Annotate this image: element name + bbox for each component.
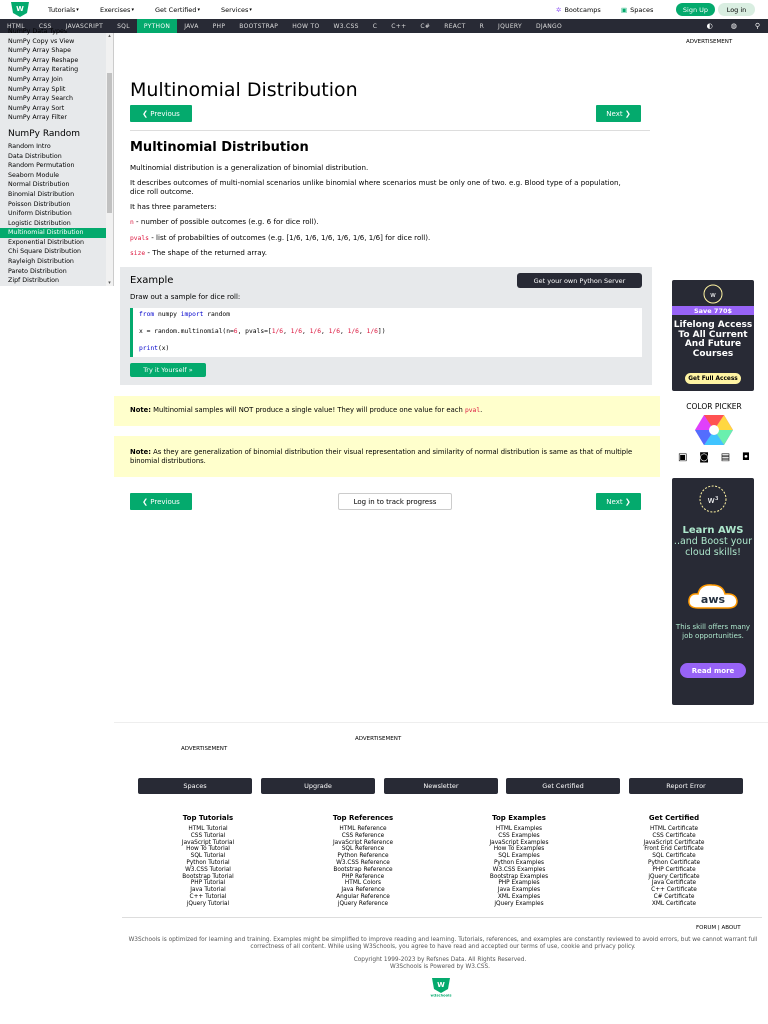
lang-tab-c-[interactable]: C# bbox=[420, 22, 431, 30]
bootcamps-link[interactable] bbox=[556, 0, 601, 19]
copyright-line: Copyright 1999-2023 by Refsnes Data. All Rights Reserved. bbox=[353, 957, 527, 963]
param-size-code: size bbox=[130, 250, 146, 257]
footer-ad-label-2: ADVERTISEMENT bbox=[181, 746, 228, 752]
lang-tab-c-[interactable]: C++ bbox=[391, 22, 407, 30]
footer-link[interactable]: Python Examples bbox=[493, 859, 545, 866]
page-title: Multinomial Distribution bbox=[130, 79, 358, 101]
footer-link[interactable]: C++ Tutorial bbox=[189, 893, 227, 900]
footer-copyright bbox=[250, 957, 630, 971]
code-block bbox=[130, 308, 642, 357]
footer-separator bbox=[122, 917, 762, 918]
note-single-value bbox=[114, 396, 660, 426]
sidebar-item[interactable]: NumPy Array Filter bbox=[8, 114, 67, 122]
note-label: Note: bbox=[130, 447, 151, 456]
sidebar-item[interactable]: Rayleigh Distribution bbox=[8, 258, 74, 266]
lang-tab-java[interactable]: JAVA bbox=[184, 22, 199, 30]
footer-disclaimer: W3Schools is optimized for learning and training. Examples might be simplified to improve reading and learning. Tutorials, references, and examples are constantly reviewed to avoid errors, but we cannot warrant full correctness of all content. While using W3Schools, you agree to have read and accepted our terms of use, cookie and privacy policy. bbox=[128, 937, 758, 950]
main-content bbox=[114, 33, 660, 693]
spaces-icon: ▣ bbox=[621, 5, 628, 14]
sidebar-item[interactable]: NumPy Array Split bbox=[8, 85, 66, 93]
next-button-bottom[interactable]: Next ❯ bbox=[596, 493, 641, 510]
section-title: Multinomial Distribution bbox=[130, 140, 309, 155]
nav-get-certified-label: Get Certified bbox=[155, 5, 197, 14]
langbar-icons bbox=[707, 19, 760, 33]
footer-link[interactable]: Python Tutorial bbox=[186, 859, 230, 866]
example-box bbox=[120, 267, 652, 385]
code-number: 1/6 bbox=[366, 328, 378, 335]
sidebar-random-list bbox=[0, 142, 113, 286]
note-text: As they are generalization of binomial distribution their visual representation and similarity of normal distribution is same as that of multiple binomial distributions. bbox=[130, 447, 633, 465]
powered-by-line: W3Schools is Powered by W3.CSS. bbox=[390, 964, 490, 970]
nav-services[interactable] bbox=[221, 0, 252, 19]
try-it-yourself-button[interactable]: Try it Yourself » bbox=[130, 363, 206, 377]
sidebar-item[interactable]: NumPy Array Shape bbox=[8, 47, 72, 55]
code-keyword: import bbox=[180, 311, 204, 318]
footer-link[interactable]: Bootstrap Reference bbox=[333, 866, 393, 873]
lang-tab-sql[interactable]: SQL bbox=[117, 22, 130, 30]
note-visual bbox=[114, 436, 660, 477]
lang-tab-javascript[interactable]: JAVASCRIPT bbox=[65, 22, 104, 30]
get-python-server-button[interactable]: Get your own Python Server bbox=[517, 273, 642, 288]
code-number: 1/6 bbox=[347, 328, 359, 335]
svg-text:W: W bbox=[16, 5, 24, 13]
sidebar-item[interactable]: NumPy Data Types bbox=[8, 28, 68, 35]
sidebar-item[interactable]: Multinomial Distribution bbox=[0, 228, 106, 238]
sidebar bbox=[0, 28, 114, 286]
color-picker-label: COLOR PICKER bbox=[686, 402, 742, 411]
footer-link[interactable]: HTML Colors bbox=[344, 880, 382, 887]
param-pvals-code: pvals bbox=[130, 235, 149, 242]
dark-mode-icon[interactable]: ◐ bbox=[706, 22, 713, 30]
footer-link[interactable]: HTML Examples bbox=[495, 826, 543, 832]
code-number: 6 bbox=[233, 328, 238, 335]
footer-column-examples bbox=[459, 814, 579, 908]
lang-tab-r[interactable]: R bbox=[479, 22, 485, 30]
next-button[interactable]: Next ❯ bbox=[596, 105, 641, 122]
previous-button[interactable]: ❮ Previous bbox=[130, 105, 192, 122]
footer-get-certified-button[interactable]: Get Certified bbox=[506, 778, 620, 794]
sidebar-item[interactable]: Logistic Distribution bbox=[8, 219, 71, 227]
track-progress-button[interactable]: Log in to track progress bbox=[338, 493, 452, 510]
example-title: Example bbox=[130, 275, 174, 286]
sidebar-item[interactable]: Exponential Distribution bbox=[8, 238, 84, 246]
footer-ad-label: ADVERTISEMENT bbox=[355, 736, 402, 742]
footer-divider bbox=[114, 722, 768, 723]
footer-link[interactable]: HTML Reference bbox=[339, 826, 387, 832]
advertisement-label: ADVERTISEMENT bbox=[686, 39, 733, 45]
footer-column-certified bbox=[614, 814, 734, 908]
login-button[interactable]: Log in bbox=[718, 3, 755, 16]
param-n-text: - number of possible outcomes (e.g. 6 for dice roll). bbox=[133, 217, 319, 226]
aws-cloud-icon bbox=[686, 580, 740, 610]
lang-tab-w3-css[interactable]: W3.CSS bbox=[333, 22, 359, 30]
footer-link[interactable]: SQL Tutorial bbox=[190, 853, 226, 860]
sidebar-item[interactable]: NumPy Array Search bbox=[8, 95, 73, 103]
lang-tab-django[interactable]: DJANGO bbox=[535, 22, 563, 30]
footer-link[interactable]: Java Reference bbox=[341, 887, 385, 894]
sidebar-item[interactable]: Chi Square Distribution bbox=[8, 248, 82, 256]
footer-link[interactable]: HTML Certificate bbox=[649, 826, 699, 832]
footer-column-references bbox=[303, 814, 423, 908]
footer-link[interactable]: XML Examples bbox=[497, 893, 541, 900]
sidebar-item[interactable]: Poisson Distribution bbox=[8, 200, 71, 208]
footer-newsletter-button[interactable]: Newsletter bbox=[384, 778, 498, 794]
color-picker-icon[interactable] bbox=[694, 414, 734, 446]
footer-link[interactable]: PHP Examples bbox=[498, 880, 540, 887]
social-links bbox=[678, 452, 750, 463]
footer-link[interactable]: CSS Reference bbox=[341, 832, 385, 839]
code-text: random bbox=[203, 311, 231, 318]
w3schools-footer-logo[interactable] bbox=[428, 977, 454, 997]
code-keyword: from bbox=[139, 311, 155, 318]
footer-link[interactable]: JavaScript Tutorial bbox=[181, 839, 235, 846]
footer-link[interactable]: Java Certificate bbox=[651, 880, 697, 887]
footer-link[interactable]: W3.CSS Reference bbox=[336, 859, 390, 866]
ad-body: This skill offers many job opportunities. bbox=[675, 623, 751, 640]
svg-text:W: W bbox=[437, 981, 445, 989]
code-text: ]) bbox=[377, 328, 386, 335]
footer-link[interactable]: SQL Certificate bbox=[652, 853, 696, 860]
lang-tab-jquery[interactable]: JQUERY bbox=[498, 22, 522, 30]
param-size bbox=[130, 248, 630, 258]
svg-text:w: w bbox=[710, 291, 716, 299]
footer-link[interactable]: HTML Tutorial bbox=[188, 826, 228, 832]
footer-report-error-button[interactable]: Report Error bbox=[629, 778, 743, 794]
footer-link[interactable]: SQL Reference bbox=[341, 846, 385, 853]
footer-link[interactable]: CSS Tutorial bbox=[190, 832, 226, 839]
get-full-access-button[interactable]: Get Full Access bbox=[685, 373, 741, 384]
scroll-down-icon[interactable]: ▾ bbox=[108, 280, 111, 286]
bootcamps-icon: ✲ bbox=[556, 5, 562, 14]
spaces-label: Spaces bbox=[630, 5, 654, 14]
caret-down-icon: ▾ bbox=[76, 6, 79, 13]
nav-tutorials[interactable] bbox=[48, 0, 79, 19]
code-keyword: print bbox=[139, 345, 158, 352]
aws-logo-text: aws bbox=[700, 593, 726, 606]
lang-tab-css[interactable]: CSS bbox=[38, 22, 52, 30]
param-n bbox=[130, 217, 630, 227]
footer-upgrade-button[interactable]: Upgrade bbox=[261, 778, 375, 794]
footer-link[interactable]: JavaScript Examples bbox=[489, 839, 549, 846]
note-end: . bbox=[480, 406, 483, 415]
note-text: Multinomial samples will NOT produce a single value! They will produce one value for each bbox=[150, 406, 465, 415]
footer-link[interactable]: Python Reference bbox=[337, 853, 389, 860]
footer-link[interactable]: C++ Certificate bbox=[651, 887, 697, 894]
globe-icon[interactable]: ◍ bbox=[730, 22, 737, 30]
footer-link[interactable]: Angular Reference bbox=[336, 893, 390, 900]
footer-spaces-button[interactable]: Spaces bbox=[138, 778, 252, 794]
language-bar bbox=[0, 19, 768, 33]
code-number: 1/6 bbox=[328, 328, 340, 335]
code-number: 1/6 bbox=[271, 328, 284, 335]
description-paragraph: It describes outcomes of multi-nomial scenarios unlike binomial where scenarios must be only one of two. e.g. Blood type of a population, dice roll outcome. bbox=[130, 178, 621, 196]
footer-link[interactable]: jQuery Reference bbox=[337, 900, 389, 907]
footer-link[interactable]: C# Certificate bbox=[653, 893, 695, 900]
sidebar-item[interactable]: Random Intro bbox=[8, 142, 51, 150]
footer-link[interactable]: Java Examples bbox=[497, 887, 541, 894]
caret-down-icon: ▾ bbox=[131, 6, 134, 13]
footer-link[interactable]: jQuery Examples bbox=[494, 900, 544, 907]
param-pvals-text: - list of probabilties of outcomes (e.g. [1/6, 1/6, 1/6, 1/6, 1/6, 1/6] for dice roll). bbox=[148, 233, 431, 242]
bootcamps-label: Bootcamps bbox=[564, 5, 601, 14]
note-label: Note: bbox=[130, 406, 151, 415]
footer-link[interactable]: Bootstrap Tutorial bbox=[182, 873, 234, 880]
facebook-icon[interactable]: ▣ bbox=[678, 452, 688, 463]
footer-link[interactable]: JavaScript Reference bbox=[332, 839, 394, 846]
sidebar-item[interactable]: Data Distribution bbox=[8, 152, 62, 160]
signup-button[interactable]: Sign Up bbox=[676, 3, 715, 16]
footer-link[interactable]: Front End Certificate bbox=[644, 846, 704, 853]
svg-text:w³: w³ bbox=[707, 496, 719, 506]
sidebar-item[interactable]: Normal Distribution bbox=[8, 181, 70, 189]
footer-column-title: Get Certified bbox=[648, 814, 700, 822]
ad-headline: Lifelong Access To All Current And Future Courses bbox=[673, 320, 753, 359]
example-description: Draw out a sample for dice roll: bbox=[130, 293, 241, 301]
lang-tab-html[interactable]: HTML bbox=[7, 22, 25, 30]
parameters-intro: It has three parameters: bbox=[130, 202, 217, 211]
footer-meta-links: FORUM | ABOUT bbox=[696, 925, 741, 931]
footer-column-tutorials bbox=[148, 814, 268, 908]
footer-link[interactable]: JavaScript Certificate bbox=[643, 839, 705, 846]
footer-link[interactable]: W3.CSS Tutorial bbox=[185, 866, 231, 873]
w3schools-logo[interactable] bbox=[9, 1, 31, 18]
footer-link[interactable]: PHP Tutorial bbox=[190, 880, 226, 887]
footer-link[interactable]: PHP Certificate bbox=[652, 866, 696, 873]
code-number: 1/6 bbox=[290, 328, 303, 335]
footer-link[interactable]: W3.CSS Examples bbox=[492, 866, 546, 873]
code-line-3 bbox=[139, 345, 169, 352]
ad-subheading: ..and Boost your cloud skills! bbox=[673, 536, 753, 558]
scroll-up-icon[interactable]: ▴ bbox=[108, 33, 111, 39]
lang-tab-bootstrap[interactable]: BOOTSTRAP bbox=[239, 22, 279, 30]
nav-get-certified[interactable] bbox=[155, 0, 200, 19]
nav-exercises-label: Exercises bbox=[100, 5, 131, 14]
about-link[interactable]: ABOUT bbox=[721, 925, 741, 931]
ad-save-badge: Save 770$ bbox=[672, 306, 754, 315]
sidebar-item[interactable]: NumPy Array Sort bbox=[8, 104, 65, 112]
code-line-2: x = random.multinomial(n=6, pvals=[1/6, 1/6, 1/6, 1/6, 1/6, 1/6]) bbox=[139, 328, 386, 335]
footer-link[interactable]: jQuery Tutorial bbox=[186, 900, 230, 907]
discord-icon[interactable]: ◘ bbox=[742, 452, 750, 463]
footer-link[interactable]: Java Tutorial bbox=[190, 887, 226, 894]
sidebar-item[interactable]: Seaborn Module bbox=[8, 171, 59, 179]
forum-link[interactable]: FORUM bbox=[696, 925, 717, 931]
nav-services-label: Services bbox=[221, 5, 249, 14]
sidebar-scroll-thumb[interactable] bbox=[107, 73, 112, 213]
param-size-text: - The shape of the returned array. bbox=[145, 248, 267, 257]
sidebar-item[interactable]: NumPy Array Iterating bbox=[8, 66, 79, 74]
lang-tab-python[interactable]: PYTHON bbox=[137, 19, 177, 33]
sidebar-item[interactable]: NumPy Copy vs View bbox=[8, 37, 75, 45]
footer-link[interactable]: CSS Certificate bbox=[652, 832, 696, 839]
sidebar-item[interactable]: Binomial Distribution bbox=[8, 190, 75, 198]
sidebar-item[interactable]: NumPy Array Join bbox=[8, 75, 63, 83]
footer-column-title: Top Examples bbox=[492, 814, 546, 822]
previous-button-bottom[interactable]: ❮ Previous bbox=[130, 493, 192, 510]
learn-aws-ad[interactable] bbox=[672, 478, 754, 705]
search-icon[interactable]: ⚲ bbox=[754, 22, 760, 30]
sidebar-item[interactable]: Random Permutation bbox=[8, 162, 75, 170]
footer-column-title: Top Tutorials bbox=[182, 814, 234, 822]
lang-tab-php[interactable]: PHP bbox=[212, 22, 226, 30]
nav-tutorials-label: Tutorials bbox=[48, 5, 76, 14]
code-line-1 bbox=[139, 311, 230, 318]
sidebar-scrollbar[interactable] bbox=[106, 33, 113, 286]
instagram-icon[interactable]: ◙ bbox=[699, 452, 709, 463]
footer-link[interactable]: SQL Examples bbox=[498, 853, 540, 860]
param-n-code: n bbox=[130, 219, 134, 226]
sidebar-heading: NumPy Random bbox=[8, 128, 81, 139]
param-pvals bbox=[130, 233, 630, 243]
w3schools-badge-icon bbox=[698, 484, 728, 514]
sidebar-item[interactable]: Pareto Distribution bbox=[8, 267, 67, 275]
lifelong-access-ad[interactable] bbox=[672, 280, 754, 391]
footer-link[interactable]: Bootstrap Examples bbox=[489, 873, 549, 880]
sidebar-item[interactable]: Uniform Distribution bbox=[8, 210, 72, 218]
code-number: 1/6 bbox=[309, 328, 322, 335]
w3schools-badge-icon bbox=[702, 284, 724, 304]
divider bbox=[130, 130, 650, 131]
code-text: x = random.multinomial(n= bbox=[139, 328, 234, 335]
footer-link[interactable]: Python Certificate bbox=[647, 859, 701, 866]
code-text: numpy bbox=[154, 311, 181, 318]
spaces-link[interactable] bbox=[621, 0, 653, 19]
code-text: , pvals=[ bbox=[237, 328, 272, 335]
sidebar-numpy-list bbox=[0, 27, 113, 123]
note-code: pval bbox=[464, 407, 481, 415]
lang-tab-how-to[interactable]: HOW TO bbox=[292, 22, 320, 30]
footer-link[interactable]: How To Examples bbox=[493, 846, 545, 853]
sidebar-item[interactable]: NumPy Array Reshape bbox=[8, 56, 79, 64]
linkedin-icon[interactable]: ▤ bbox=[720, 452, 731, 463]
top-navbar bbox=[0, 0, 768, 19]
code-text: (x) bbox=[157, 345, 170, 352]
logo-wordmark: w3schools bbox=[430, 993, 452, 998]
intro-paragraph: Multinomial distribution is a generalization of binomial distribution. bbox=[130, 163, 369, 172]
footer-column-title: Top References bbox=[332, 814, 394, 822]
caret-down-icon: ▾ bbox=[197, 6, 200, 13]
footer-link[interactable]: CSS Examples bbox=[498, 832, 540, 839]
footer-link[interactable]: XML Certificate bbox=[651, 900, 697, 907]
nav-exercises[interactable] bbox=[100, 0, 134, 19]
footer-link[interactable]: PHP Reference bbox=[341, 873, 385, 880]
ad-heading: Learn AWS bbox=[682, 525, 744, 536]
lang-tab-react[interactable]: REACT bbox=[444, 22, 466, 30]
sidebar-item[interactable]: Zipf Distribution bbox=[8, 277, 60, 285]
caret-down-icon: ▾ bbox=[249, 6, 252, 13]
footer-link[interactable]: jQuery Certificate bbox=[648, 873, 700, 880]
lang-tab-c[interactable]: C bbox=[372, 22, 378, 30]
read-more-button[interactable]: Read more bbox=[680, 663, 746, 678]
footer-link[interactable]: How To Tutorial bbox=[186, 846, 230, 853]
